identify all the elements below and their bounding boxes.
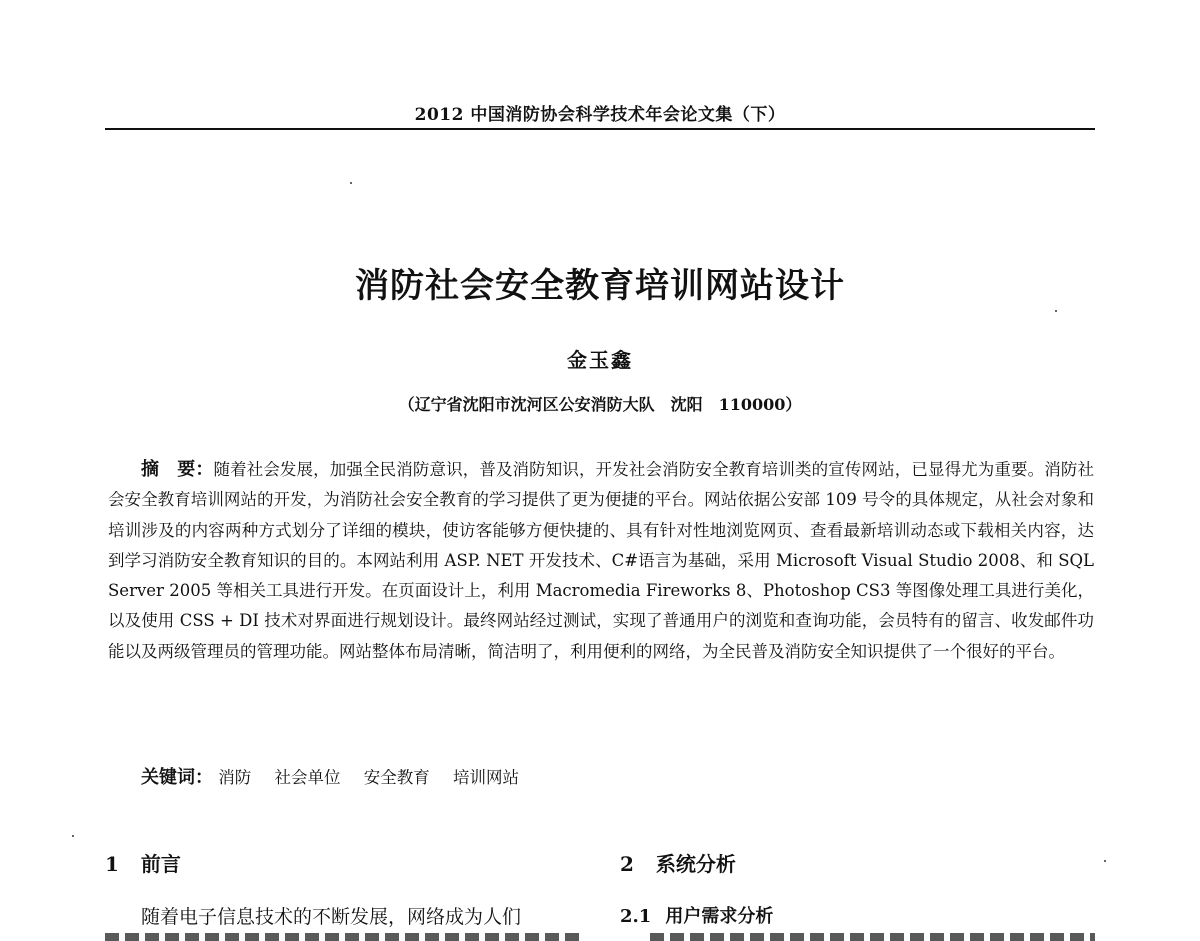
subsection-heading-user-requirements xyxy=(620,902,773,928)
scan-speck xyxy=(350,182,352,184)
keywords-label: 关键词： xyxy=(141,767,213,788)
keywords-line xyxy=(141,764,1091,792)
scan-speck xyxy=(72,835,74,837)
author-name: 金玉鑫 xyxy=(567,348,633,372)
abstract-text: 随着社会发展，加强全民消防意识，普及消防知识，开发社会消防安全教育培训类的宣传网站，已显得尤为重要。消防社会安全教育培训网站的开发，为消防社会安全教育的学习提供了更为便捷的平台。网站依据公安部 109 号令的具体规定，从社会对象和培训涉及的内容两种方式划分了详细的模块，使访客能够方便快捷的、具有针对性地浏览网页、查看最新培训动态或下载相关内容，达到学习消防安全教育知识的目的。本网站利用 ASP. NET 开发技术、C#语言为基础，采用 Microsoft Visual Studio 2008、和 SQL Server 2005 等相关工具进行开发。在页面设计上，利用 Macromedia Fireworks 8、Photoshop CS3 等图像处理工具进行美化，以及使用 CSS + DI 技术对界面进行规划设计。最终网站经过测试，实现了普通用户的浏览和查询功能，会员特有的留言、收发邮件功能以及两级管理员的管理功能。网站整体布局清晰，简洁明了，利用便利的网络，为全民普及消防安全知识提供了一个很好的平台。 xyxy=(108,460,1095,661)
subsection-title: 用户需求分析 xyxy=(665,906,774,927)
paper-title: 消防社会安全教育培训网站设计 xyxy=(355,266,845,306)
abstract-label: 摘 要： xyxy=(141,459,214,480)
body-text-left-column: 随着电子信息技术的不断发展，网络成为人们 xyxy=(141,906,522,928)
cut-off-text-strip xyxy=(105,933,585,941)
subsection-number: 2.1 xyxy=(620,906,652,927)
author-affiliation: （辽宁省沈阳市沈河区公安消防大队 沈阳 110000） xyxy=(398,395,802,414)
cut-off-text-line-left xyxy=(105,930,585,941)
scan-speck xyxy=(1055,310,1057,312)
keyword-item: 安全教育 xyxy=(363,768,430,787)
cut-off-text-strip xyxy=(650,933,1095,941)
section-title: 系统分析 xyxy=(655,852,736,876)
keyword-item: 社会单位 xyxy=(274,768,341,787)
cut-off-text-line-right xyxy=(650,930,1095,941)
section-number: 1 xyxy=(105,852,119,876)
abstract-paragraph xyxy=(108,455,1094,667)
section-heading-system-analysis xyxy=(620,848,736,877)
keyword-item: 消防 xyxy=(218,768,252,787)
scan-speck xyxy=(1104,860,1106,862)
header-rule xyxy=(105,128,1095,130)
section-title: 前言 xyxy=(140,852,181,876)
keyword-item: 培训网站 xyxy=(453,768,519,787)
running-head: 2012 中国消防协会科学技术年会论文集（下） xyxy=(414,105,786,125)
section-number: 2 xyxy=(620,852,634,876)
section-heading-introduction xyxy=(105,848,181,877)
